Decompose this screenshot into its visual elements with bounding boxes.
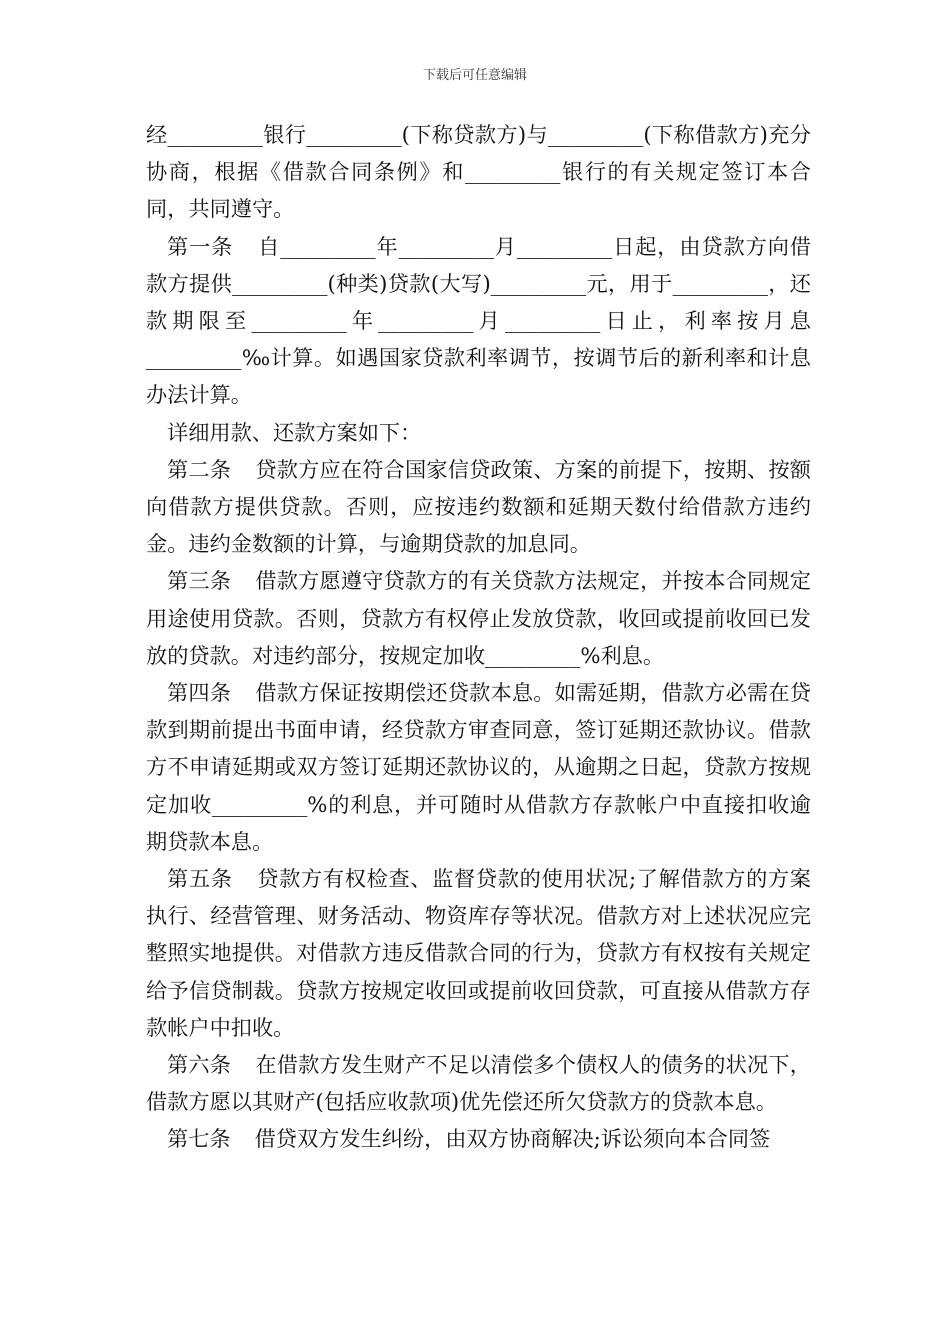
article-label: 第三条 (167, 568, 232, 594)
article-label: 第六条 (167, 1052, 232, 1078)
article-label: 第四条 (167, 680, 232, 706)
paragraph-text: 详细用款、还款方案如下： (167, 419, 422, 445)
article-4-paragraph (146, 674, 811, 860)
preamble-paragraph (146, 116, 811, 228)
article-label: 第一条 (167, 233, 234, 259)
article-label: 第七条 (167, 1126, 231, 1152)
article-label: 第五条 (167, 866, 233, 892)
page-header: 下载后可任意编辑 (422, 68, 527, 83)
paragraph-text: 贷款方有权检查、监督贷款的使用状况;了解借款方的方案执行、经营管理、财务活动、物资库存等状况。借款方对上述状况应完整照实地提供。对借款方违反借款合同的行为，贷款方有权按有关规定给予信贷制裁。贷款方按规定收回或提前收回贷款，可直接从借款方存款帐户中扣收。 (146, 866, 811, 1040)
article-2-paragraph (146, 451, 811, 563)
paragraph-text: 自_________年_________月_________日起，由贷款方向借款方提供_________(种类)贷款(大写)_________元，用于_________，还款期限至_________年_________月_________日止，利率按月息_________‰计算。如遇国家贷款利率调节，按调节后的新利率和计息办法计算。 (146, 233, 811, 408)
plan-intro-paragraph (146, 414, 811, 451)
article-6-paragraph (146, 1046, 811, 1120)
paragraph-text: 借款方保证按期偿还贷款本息。如需延期，借款方必需在贷款到期前提出书面申请，经贷款方审查同意，签订延期还款协议。借款方不申请延期或双方签订延期还款协议的，从逾期之日起，贷款方按规定加收_________%的利息，并可随时从借款方存款帐户中直接扣收逾期贷款本息。 (146, 680, 811, 854)
paragraph-text: 在借款方发生财产不足以清偿多个债权人的债务的状况下，借款方愿以其财产(包括应收款项)优先偿还所欠贷款方的贷款本息。 (146, 1052, 811, 1115)
article-5-paragraph (146, 860, 811, 1046)
article-label: 第二条 (167, 456, 232, 482)
paragraph-text: 贷款方应在符合国家信贷政策、方案的前提下，按期、按额向借款方提供贷款。否则，应按违约数额和延期天数付给借款方违约金。违约金数额的计算，与逾期贷款的加息同。 (146, 456, 811, 557)
contract-body (146, 116, 811, 1158)
article-7-paragraph (146, 1120, 811, 1157)
article-3-paragraph (146, 562, 811, 674)
paragraph-text: 经_________银行_________(下称贷款方)与_________(下称借款方)充分协商，根据《借款合同条例》和_________银行的有关规定签订本合同，共同遵守。 (146, 122, 811, 222)
paragraph-text: 借款方愿遵守贷款方的有关贷款方法规定，并按本合同规定用途使用贷款。否则，贷款方有权停止发放贷款，收回或提前收回已发放的贷款。对违约部分，按规定加收_________%利息。 (146, 568, 811, 668)
article-1-paragraph (146, 228, 811, 414)
paragraph-text: 借贷双方发生纠纷，由双方协商解决;诉讼须向本合同签 (254, 1126, 771, 1152)
